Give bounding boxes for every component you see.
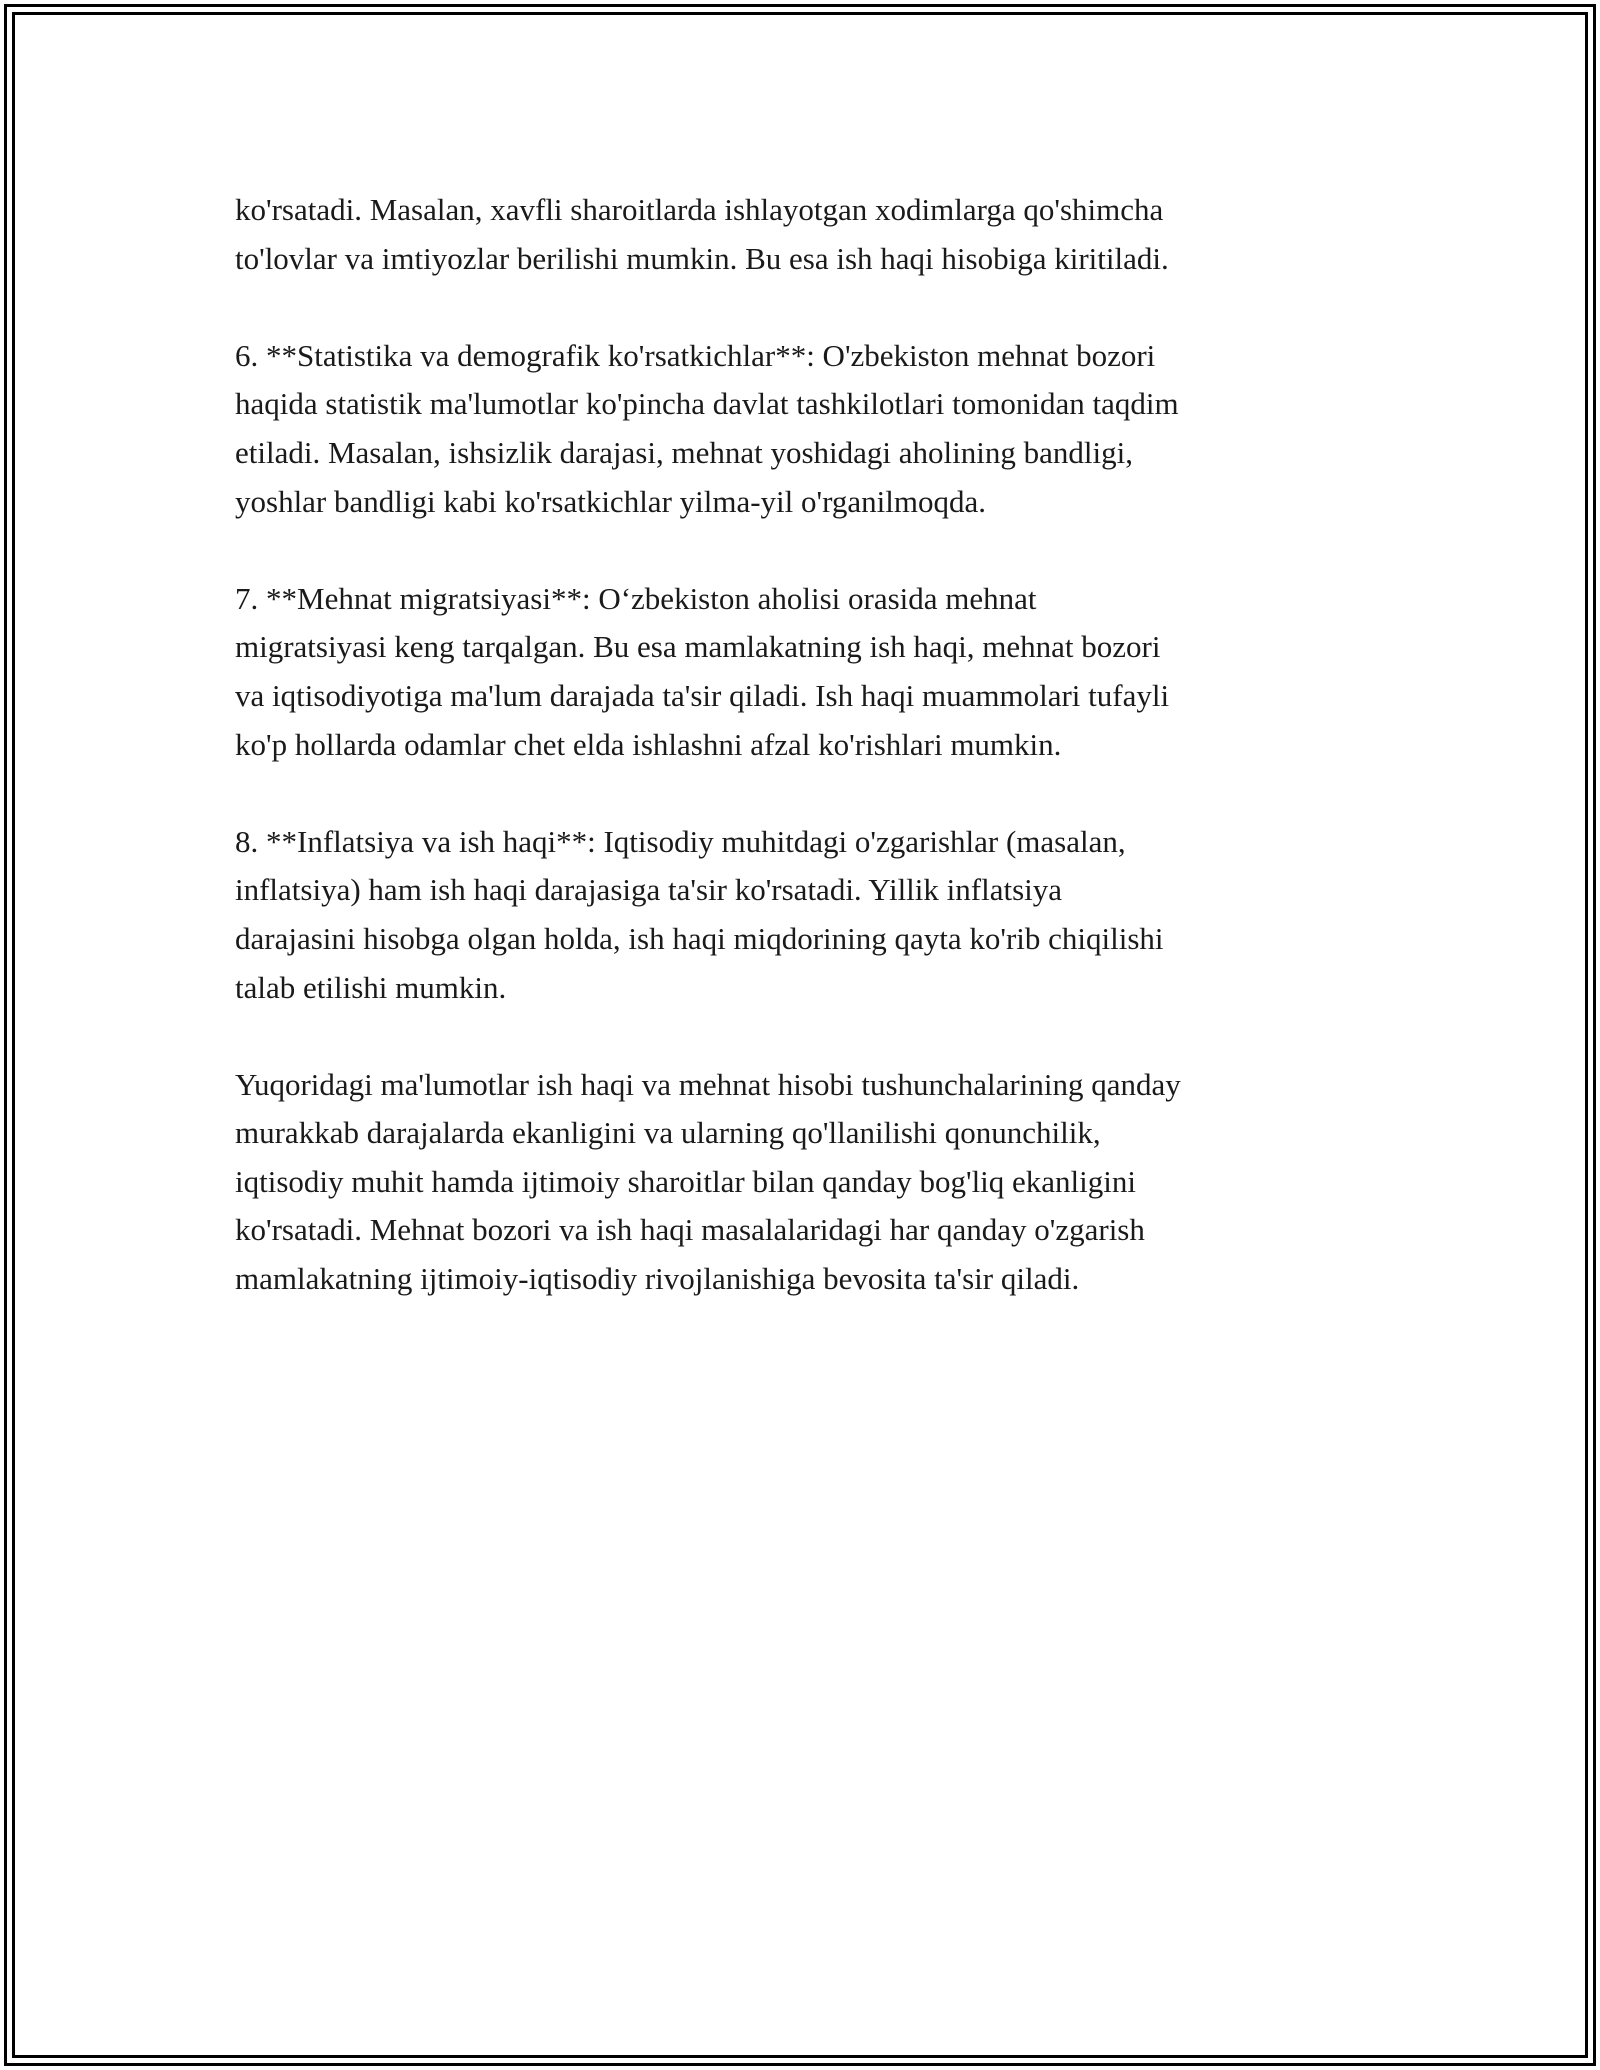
paragraph-item-6: 6. **Statistika va demografik ko'rsatkichlar**: O'zbekiston mehnat bozori haqida statistik ma'lumotlar ko'pincha davlat tashkilotlari tomonidan taqdim etiladi. Masalan, ishsizlik darajasi, mehnat yoshidagi aholining bandligi, yoshlar bandligi kabi ko'rsatkichlar yilma-yil o'rganilmoqda. (235, 337, 1179, 519)
paragraph-item-8: 8. **Inflatsiya va ish haqi**: Iqtisodiy muhitdagi o'zgarishlar (masalan, inflatsiya) ham ish haqi darajasiga ta'sir ko'rsatadi. Yillik inflatsiya darajasini hisobga olgan holda, ish haqi miqdorining qayta ko'rib chiqilishi talab etilishi mumkin. (235, 823, 1164, 1005)
paragraph-item-7: 7. **Mehnat migratsiyasi**: O‘zbekiston aholisi orasida mehnat migratsiyasi keng tarqalgan. Bu esa mamlakatning ish haqi, mehnat bozori va iqtisodiyotiga ma'lum darajada ta'sir qiladi. Ish haqi muammolari tufayli ko'p hollarda odamlar chet elda ishlashni afzal ko'rishlari mumkin. (235, 580, 1170, 762)
paragraph-continuation: ko'rsatadi. Masalan, xavfli sharoitlarda ishlayotgan xodimlarga qo'shimcha to'lovlar va imtiyozlar berilishi mumkin. Bu esa ish haqi hisobiga kiritiladi. (235, 192, 1169, 276)
document-body (235, 186, 1365, 1352)
paragraph-conclusion: Yuqoridagi ma'lumotlar ish haqi va mehnat hisobi tushunchalarining qanday murakkab darajalarda ekanligini va ularning qo'llanilishi qonunchilik, iqtisodiy muhit hamda ijtimoiy sharoitlar bilan qanday bog'liq ekanligini ko'rsatadi. Mehnat bozori va ish haqi masalalaridagi har qanday o'zgarish mamlakatning ijtimoiy-iqtisodiy rivojlanishiga bevosita ta'sir qiladi. (235, 1066, 1181, 1297)
